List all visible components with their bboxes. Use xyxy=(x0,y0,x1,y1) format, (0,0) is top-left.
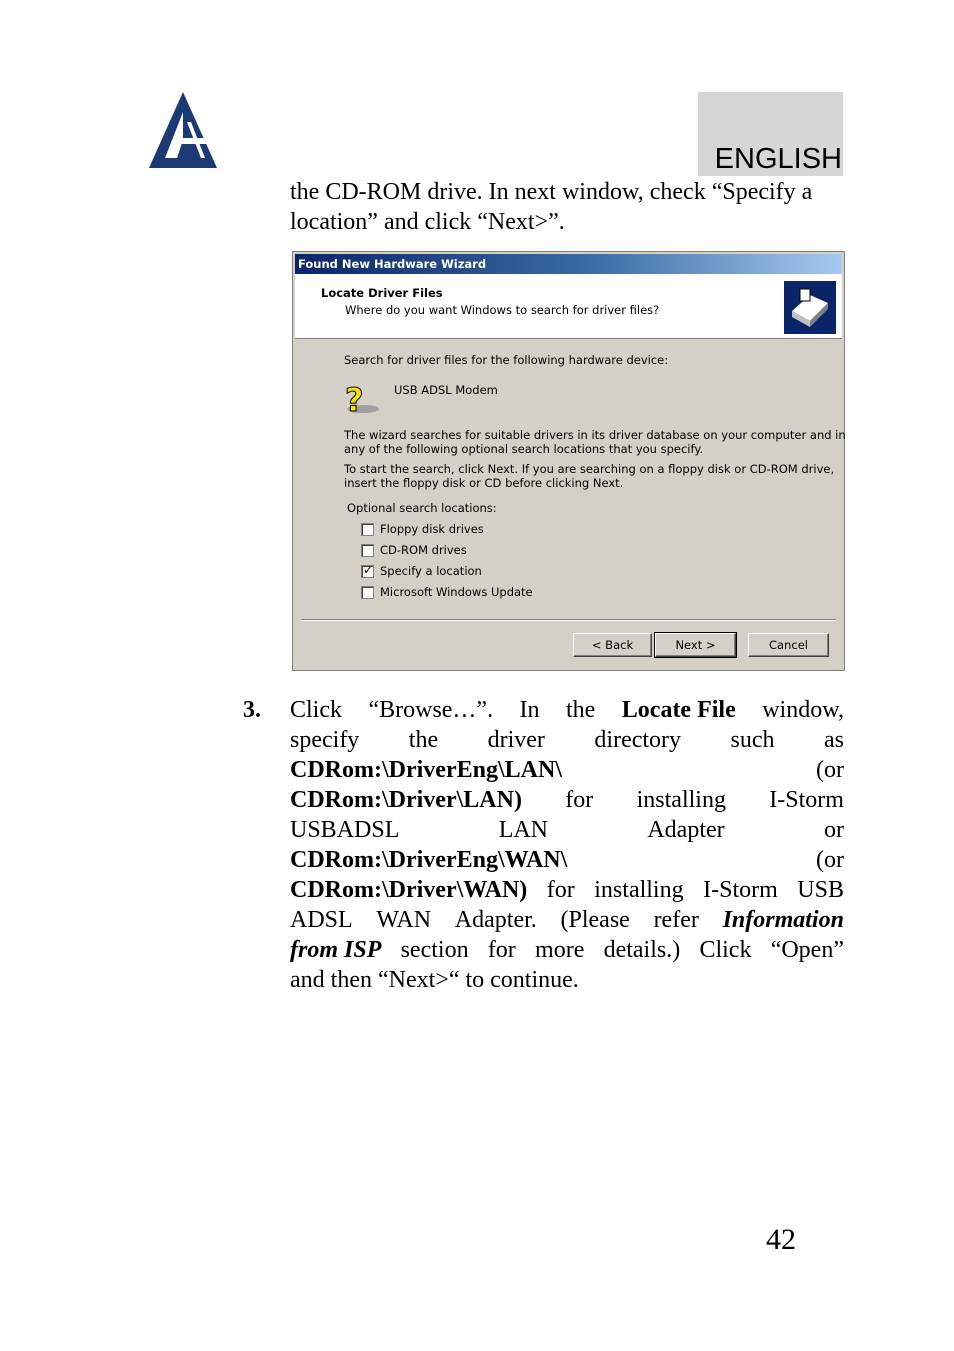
hardware-wizard-icon xyxy=(784,281,836,334)
word: (or xyxy=(816,757,844,783)
back-button[interactable]: < Back xyxy=(573,633,652,657)
step-line xyxy=(290,875,844,905)
word: USB xyxy=(797,877,844,903)
word: the xyxy=(566,697,596,723)
dialog-titlebar xyxy=(295,254,842,274)
word: (Please xyxy=(560,907,630,933)
word: details.) xyxy=(603,937,681,963)
word: installing xyxy=(594,877,684,903)
word: for xyxy=(487,937,516,963)
step-line xyxy=(290,905,844,935)
word: installing xyxy=(636,787,726,813)
check-mark-icon: ✓ xyxy=(363,563,374,577)
word: and then “Next>“ to continue. xyxy=(290,967,579,993)
intro-paragraph: the CD-ROM drive. In next window, check “Specify a location” and click “Next>”. xyxy=(290,179,813,235)
word: specify xyxy=(290,727,360,753)
word: such xyxy=(730,727,775,753)
specify-location-checkbox[interactable] xyxy=(361,565,374,578)
floppy-label: Floppy disk drives xyxy=(380,522,484,536)
step-line xyxy=(290,695,844,725)
word: Click xyxy=(290,697,342,723)
word: Click xyxy=(699,937,752,963)
dialog-header xyxy=(295,274,842,339)
word: USBADSL xyxy=(290,817,400,843)
search-label: Search for driver files for the following hardware device: xyxy=(344,353,669,367)
description-line-1: The wizard searches for suitable drivers in its driver database on your computer and in xyxy=(344,428,846,442)
dialog-title: Found New Hardware Wizard xyxy=(298,257,487,271)
word: section xyxy=(400,937,469,963)
word: LAN xyxy=(498,817,549,843)
path-lan: CDRom:\Driver\LAN) xyxy=(290,787,522,813)
word: refer xyxy=(653,907,699,933)
word: as xyxy=(824,727,844,753)
next-button[interactable]: Next > xyxy=(655,633,736,657)
floppy-checkbox[interactable] xyxy=(361,523,374,536)
language-tab xyxy=(698,92,843,176)
from-isp-bold-italic: from ISP xyxy=(290,937,382,963)
step-line xyxy=(290,785,844,815)
word: directory xyxy=(594,727,682,753)
information-bold-italic: Information xyxy=(722,907,844,933)
word: “Open” xyxy=(770,937,844,963)
word: WAN xyxy=(376,907,432,933)
description-line-2: any of the following optional search locations that you specify. xyxy=(344,442,704,456)
word: “Browse…”. xyxy=(368,697,494,723)
path-wan-eng: CDRom:\DriverEng\WAN\ xyxy=(290,847,568,873)
word: ADSL xyxy=(290,907,353,933)
dialog-separator xyxy=(301,619,836,621)
word: Adapter. xyxy=(454,907,537,933)
word: I-Storm xyxy=(703,877,778,903)
language-label: ENGLISH xyxy=(714,143,842,175)
word: for xyxy=(546,877,575,903)
specify-location-label: Specify a location xyxy=(380,564,482,578)
step-3-paragraph xyxy=(290,695,844,995)
cdrom-checkbox[interactable] xyxy=(361,544,374,557)
device-name: USB ADSL Modem xyxy=(394,383,498,397)
word: In xyxy=(519,697,540,723)
page-number: 42 xyxy=(766,1223,796,1256)
windows-update-label: Microsoft Windows Update xyxy=(380,585,533,599)
optional-search-label: Optional search locations: xyxy=(347,501,497,515)
cancel-button[interactable]: Cancel xyxy=(748,633,829,657)
word: driver xyxy=(487,727,545,753)
word: more xyxy=(535,937,585,963)
windows-update-checkbox[interactable] xyxy=(361,586,374,599)
word: for xyxy=(565,787,594,813)
word: the xyxy=(408,727,439,753)
step-line xyxy=(290,965,844,995)
header-title: Locate Driver Files xyxy=(321,286,443,300)
word: I-Storm xyxy=(769,787,844,813)
word: window, xyxy=(762,697,844,723)
instruction-line-2: insert the floppy disk or CD before clicking Next. xyxy=(344,476,624,490)
question-mark-device-icon xyxy=(341,379,381,419)
word: Adapter xyxy=(647,817,725,843)
step-line xyxy=(290,725,844,755)
word: or xyxy=(823,817,844,843)
path-wan: CDRom:\Driver\WAN) xyxy=(290,877,528,903)
instruction-line-1: To start the search, click Next. If you are searching on a floppy disk or CD-ROM drive, xyxy=(344,462,835,476)
step-line xyxy=(290,845,844,875)
header-subtitle: Where do you want Windows to search for driver files? xyxy=(345,303,660,317)
atlantis-logo-icon xyxy=(147,92,219,170)
step-number: 3. xyxy=(243,697,261,723)
found-new-hardware-wizard-dialog xyxy=(292,251,845,671)
step-line xyxy=(290,815,844,845)
locate-file-bold: Locate File xyxy=(621,697,736,723)
step-line xyxy=(290,755,844,785)
word: (or xyxy=(816,847,844,873)
svg-text:?: ? xyxy=(345,381,364,419)
step-line xyxy=(290,935,844,965)
path-lan-eng: CDRom:\DriverEng\LAN\ xyxy=(290,757,562,783)
cdrom-label: CD-ROM drives xyxy=(380,543,467,557)
